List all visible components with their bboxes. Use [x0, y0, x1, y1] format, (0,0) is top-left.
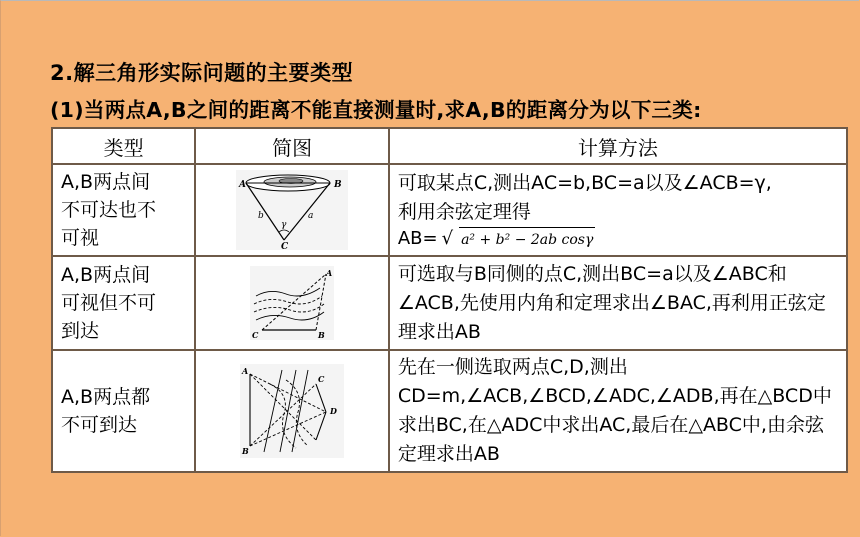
header-method: 计算方法 [389, 128, 847, 164]
row3-quadrilateral-figure [240, 364, 344, 458]
row3-type: A,B两点都 不可到达 [61, 386, 151, 436]
row1-figure-cell [195, 164, 388, 256]
header-type: 类型 [52, 128, 195, 164]
formula-label: AB= [397, 228, 438, 249]
fig1-label-C: C [281, 242, 289, 250]
distance-types-table [51, 127, 848, 473]
section-subheading: (1)当两点A,B之间的距离不能直接测量时,求A,B的距离分为以下三类: [50, 98, 702, 122]
table-row [52, 256, 847, 350]
row2-river-figure [250, 266, 334, 340]
row1-method [390, 167, 846, 254]
formula-expression: a² + b² − 2ab cosγ [459, 227, 595, 252]
fig3-label-D: D [330, 406, 338, 416]
row2-method-cell [389, 256, 847, 350]
fig3-label-A: A [242, 366, 249, 376]
row2-type-cell [52, 256, 195, 350]
header-diagram: 简图 [195, 128, 388, 164]
row1-method-cell [389, 164, 847, 256]
row3-type-cell [52, 350, 195, 472]
fig3-label-B: B [242, 446, 249, 456]
fig2-label-A: A [326, 268, 333, 278]
row3-method-cell [389, 350, 847, 472]
sqrt-symbol: √ [441, 228, 454, 249]
table-row [52, 350, 847, 472]
fig1-label-B: B [334, 180, 342, 190]
row1-method-line1: 可取某点C,测出AC=b,BC=a以及∠ACB=γ, [397, 171, 772, 194]
row3-figure-cell [195, 350, 388, 472]
table-row [52, 164, 847, 256]
fig2-label-C: C [252, 330, 259, 340]
fig1-label-A: A [239, 180, 247, 190]
row2-method: 可选取与B同侧的点C,测出BC=a以及∠ABC和∠ACB,先使用内角和定理求出∠BAC,再利用正弦定理求出AB [397, 262, 826, 343]
fig2-label-B: B [318, 330, 325, 340]
row2-type: A,B两点间 可视但不可 到达 [61, 264, 157, 342]
row1-method-line2: 利用余弦定理得 [397, 200, 531, 223]
row1-formula [398, 227, 840, 252]
fig1-label-b: b [258, 211, 264, 221]
row3-method: 先在一侧选取两点C,D,测出CD=m,∠ACB,∠BCD,∠ADC,∠ADB,再在△BCD中求出BC,在△ADC中求出AC,最后在△ABC中,由余弦定理求出AB [397, 356, 832, 465]
row1-triangle-figure [236, 170, 348, 250]
row1-type: A,B两点间 不可达也不 可视 [61, 171, 157, 249]
fig1-label-a: a [308, 211, 314, 221]
row2-figure-cell [195, 256, 388, 350]
section-heading: 2.解三角形实际问题的主要类型 [50, 61, 354, 85]
row1-type-cell [52, 164, 195, 256]
fig3-label-C: C [318, 374, 325, 384]
fig1-label-gamma: γ [281, 220, 287, 230]
table-header-row [52, 128, 847, 164]
